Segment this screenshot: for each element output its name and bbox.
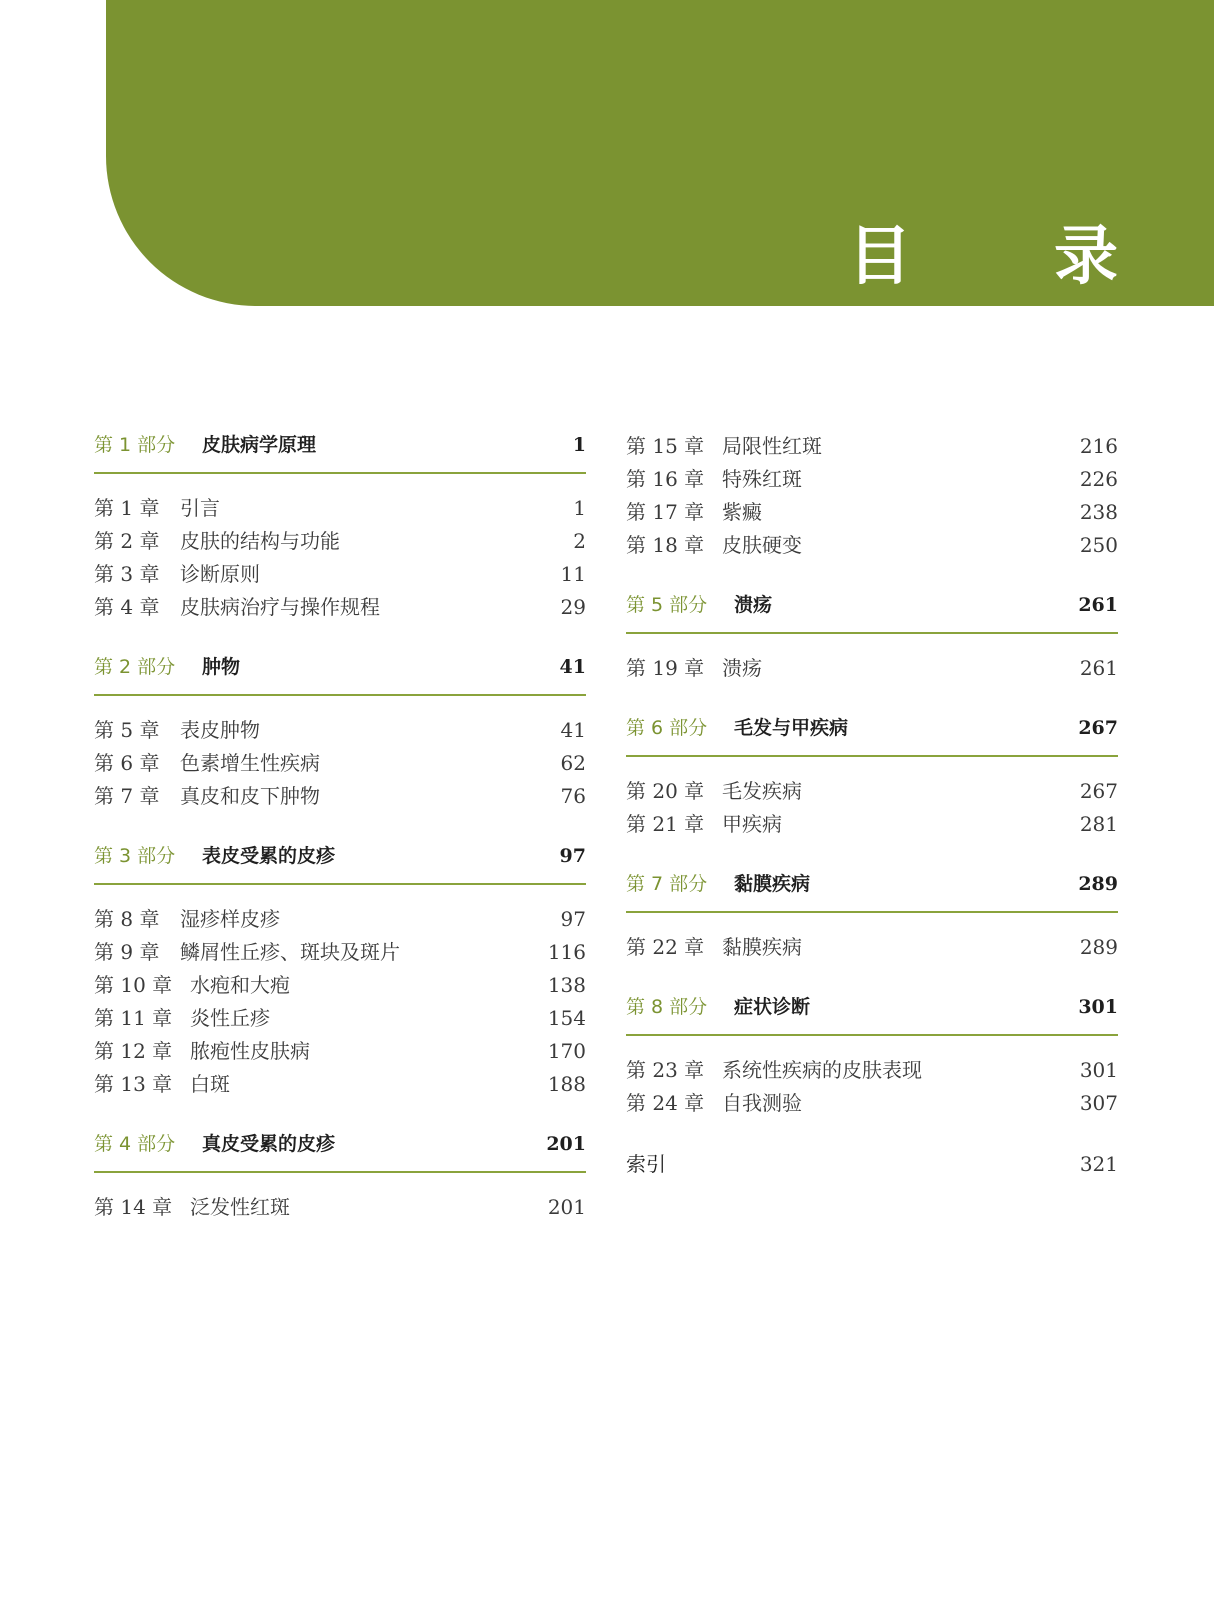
part-label: 第 4 部分 [94,1133,176,1155]
chapter-number: 第 16 章 [626,467,705,491]
toc-part-header[interactable] [626,992,1118,1036]
toc-right-column [626,430,1118,1181]
chapter-number: 第 7 章 [94,784,160,808]
chapter-title: 引言 [180,496,220,520]
toc-chapter-row[interactable] [94,558,586,591]
chapter-number: 第 11 章 [94,1006,173,1030]
part-label: 第 7 部分 [626,873,708,895]
chapter-title: 局限性红斑 [722,434,822,458]
part-label: 第 8 部分 [626,996,708,1018]
toc-chapter-row[interactable] [94,1191,586,1224]
toc-chapter-row[interactable] [626,652,1118,685]
chapter-page: 216 [1079,434,1118,458]
chapter-page: 238 [1079,500,1118,524]
chapter-title: 鳞屑性丘疹、斑块及斑片 [180,940,400,964]
chapter-title: 湿疹样皮疹 [180,907,280,931]
part-page: 41 [559,656,586,678]
chapter-number: 第 3 章 [94,562,160,586]
chapter-number: 第 12 章 [94,1039,173,1063]
toc-part-group [626,590,1118,685]
chapter-page: 154 [547,1006,586,1030]
part-page: 97 [559,845,586,867]
toc-chapter-row[interactable] [626,430,1118,463]
toc-chapter-row[interactable] [94,780,586,813]
toc-chapter-row[interactable] [94,936,586,969]
toc-chapter-row[interactable] [94,747,586,780]
chapter-title: 炎性丘疹 [190,1006,270,1030]
chapter-title: 黏膜疾病 [722,935,802,959]
part-title: 表皮受累的皮疹 [202,845,336,867]
chapter-page: 261 [1079,656,1118,680]
part-label: 第 1 部分 [94,434,176,456]
toc-chapter-row[interactable] [94,591,586,624]
part-page: 301 [1078,996,1118,1018]
toc-chapter-row[interactable] [94,1068,586,1101]
toc-chapter-row[interactable] [94,969,586,1002]
chapter-page: 11 [560,562,586,586]
chapter-title: 白斑 [190,1072,230,1096]
toc-chapter-row[interactable] [626,1054,1118,1087]
chapter-title: 泛发性红斑 [190,1195,290,1219]
toc-chapter-row[interactable] [94,903,586,936]
toc-part-header[interactable] [626,869,1118,913]
chapter-page: 170 [547,1039,586,1063]
chapter-number: 第 13 章 [94,1072,173,1096]
chapter-title: 紫癜 [722,500,762,524]
chapter-title: 甲疾病 [722,812,782,836]
part-page: 267 [1078,717,1118,739]
chapter-number: 第 21 章 [626,812,705,836]
toc-chapter-row[interactable] [94,714,586,747]
chapter-title: 特殊红斑 [722,467,802,491]
toc-part-group [94,430,586,624]
chapter-page: 76 [560,784,586,808]
chapter-number: 第 20 章 [626,779,705,803]
toc-chapter-row[interactable] [626,1087,1118,1120]
chapter-number: 第 18 章 [626,533,705,557]
chapter-number: 第 23 章 [626,1058,705,1082]
chapter-page: 2 [573,529,586,553]
chapter-page: 267 [1079,779,1118,803]
toc-chapter-row[interactable] [626,775,1118,808]
part-label: 第 6 部分 [626,717,708,739]
chapter-page: 250 [1079,533,1118,557]
chapter-title: 水疱和大疱 [190,973,290,997]
header-banner [106,0,1214,306]
part-title: 真皮受累的皮疹 [202,1133,336,1155]
chapter-number: 第 10 章 [94,973,173,997]
chapter-title: 溃疡 [722,656,762,680]
chapter-title: 脓疱性皮肤病 [190,1039,310,1063]
chapter-number: 第 22 章 [626,935,705,959]
chapter-page: 41 [560,718,586,742]
part-title: 溃疡 [734,594,773,616]
part-title: 症状诊断 [734,996,811,1018]
part-title: 皮肤病学原理 [202,434,317,456]
chapter-number: 第 14 章 [94,1195,173,1219]
part-page: 1 [572,434,586,456]
chapter-title: 色素增生性疾病 [180,751,320,775]
toc-part-header[interactable] [94,1129,586,1173]
toc-chapter-row[interactable] [94,525,586,558]
chapter-number: 第 4 章 [94,595,160,619]
chapter-page: 301 [1079,1058,1118,1082]
toc-chapter-row[interactable] [94,1035,586,1068]
chapter-number: 第 17 章 [626,500,705,524]
chapter-page: 97 [560,907,586,931]
chapter-number: 第 8 章 [94,907,160,931]
chapter-page: 281 [1079,812,1118,836]
part-page: 261 [1078,594,1118,616]
toc-part-group [94,841,586,1101]
chapter-page: 116 [547,940,586,964]
chapter-number: 第 6 章 [94,751,160,775]
chapter-number: 第 24 章 [626,1091,705,1115]
part-label: 第 3 部分 [94,845,176,867]
toc-index-row[interactable] [626,1148,1118,1181]
chapter-page: 226 [1079,467,1118,491]
toc-continued-chapters [626,430,1118,562]
toc-chapter-row[interactable] [626,496,1118,529]
chapter-number: 第 1 章 [94,496,160,520]
chapter-title: 表皮肿物 [180,718,260,742]
chapter-title: 真皮和皮下肿物 [180,784,320,808]
page-title: 目 录 [847,219,1178,294]
part-title: 毛发与甲疾病 [734,717,849,739]
part-page: 289 [1078,873,1118,895]
toc-left-column [94,430,586,1252]
part-title: 黏膜疾病 [734,873,811,895]
chapter-title: 毛发疾病 [722,779,802,803]
chapter-title: 系统性疾病的皮肤表现 [722,1058,922,1082]
part-label: 第 5 部分 [626,594,708,616]
toc-part-group [94,652,586,813]
toc-chapter-row[interactable] [94,492,586,525]
toc-part-header[interactable] [94,430,586,474]
chapter-number: 第 19 章 [626,656,705,680]
toc-chapter-row[interactable] [94,1002,586,1035]
chapter-number: 第 2 章 [94,529,160,553]
chapter-page: 201 [547,1195,586,1219]
toc-part-group [626,869,1118,964]
part-label: 第 2 部分 [94,656,176,678]
chapter-title: 诊断原则 [180,562,260,586]
toc-part-group [626,713,1118,841]
chapter-number: 第 5 章 [94,718,160,742]
toc-chapter-row[interactable] [626,808,1118,841]
chapter-page: 188 [547,1072,586,1096]
chapter-number: 第 9 章 [94,940,160,964]
toc-part-group [94,1129,586,1224]
index-page: 321 [1079,1152,1118,1176]
toc-part-header[interactable] [626,590,1118,634]
index-label: 索引 [626,1152,666,1176]
chapter-page: 138 [547,973,586,997]
chapter-title: 自我测验 [722,1091,802,1115]
chapter-title: 皮肤的结构与功能 [180,529,340,553]
chapter-page: 289 [1079,935,1118,959]
toc-part-header[interactable] [94,841,586,885]
toc-chapter-row[interactable] [626,931,1118,964]
chapter-page: 62 [560,751,586,775]
chapter-title: 皮肤病治疗与操作规程 [180,595,380,619]
chapter-number: 第 15 章 [626,434,705,458]
toc-part-header[interactable] [626,713,1118,757]
toc-chapter-row[interactable] [626,463,1118,496]
toc-chapter-row[interactable] [626,529,1118,562]
part-page: 201 [546,1133,586,1155]
chapter-title: 皮肤硬变 [722,533,802,557]
chapter-page: 307 [1079,1091,1118,1115]
toc-part-header[interactable] [94,652,586,696]
toc-part-group [626,992,1118,1120]
part-title: 肿物 [202,656,241,678]
chapter-page: 1 [573,496,586,520]
chapter-page: 29 [560,595,586,619]
